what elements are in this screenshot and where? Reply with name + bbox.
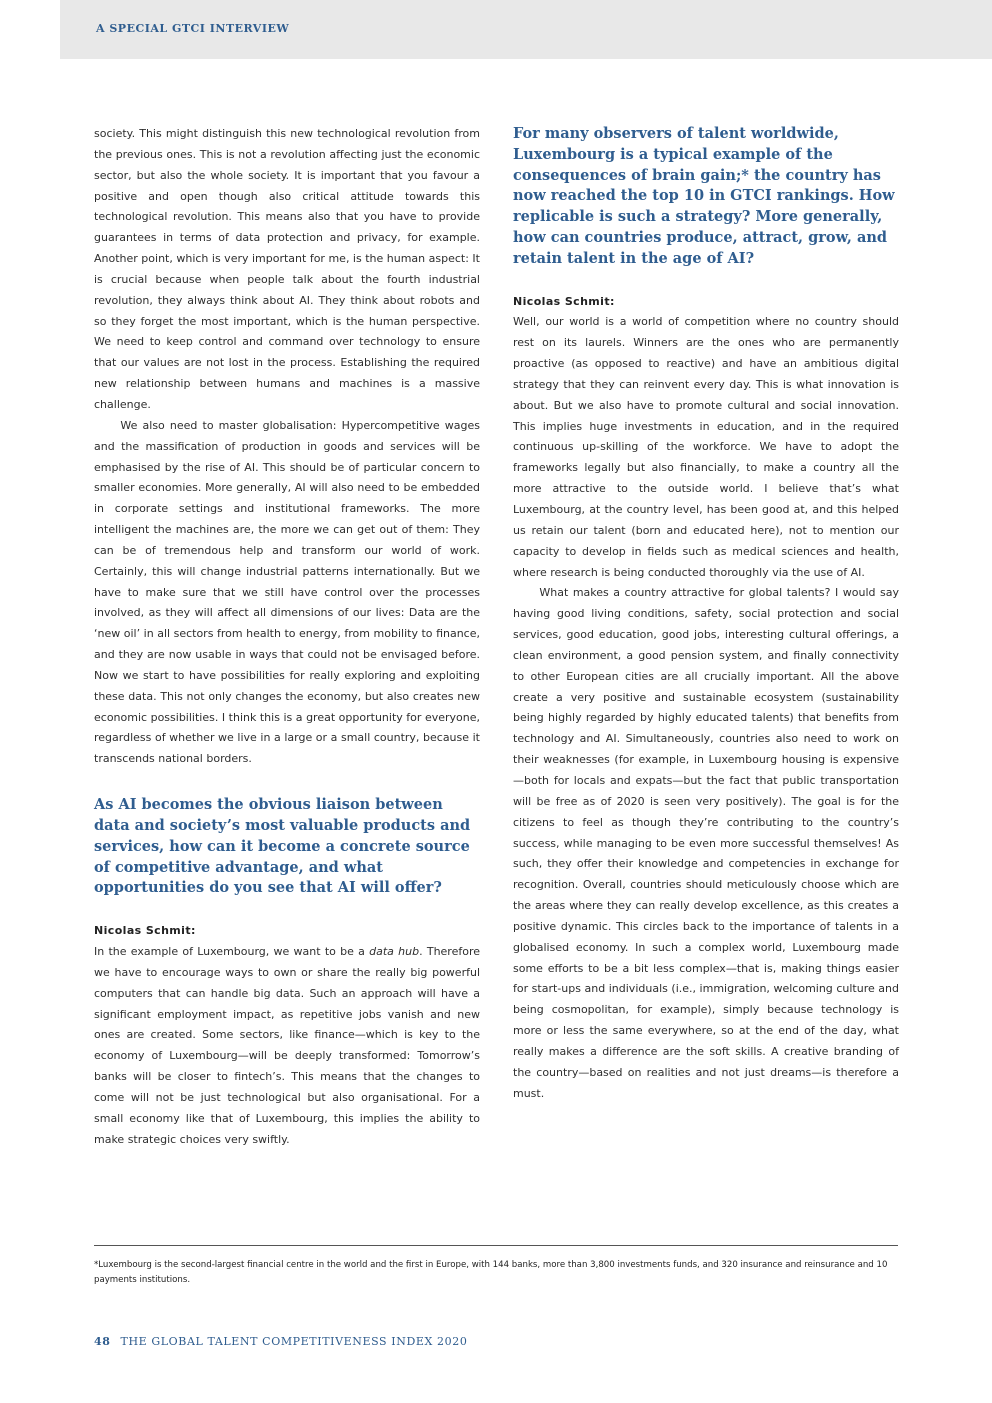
interview-question-1: As AI becomes the obvious liaison between data and society’s most valuable products and services, how can it become a concrete source of competitive advantage, and what opportunities do you see that AI will offer?	[94, 796, 471, 897]
right-paragraph-1: Well, our world is a world of competition where no country should rest on its laurels. Winners are the ones who are permanently proactive (as opposed to reactive) and have an ambitious digital strategy that they can reinvent every day. This is what innovation is about. But we also have to promote cultural and social innovation. This implies huge investments in education, and in the required continuous up-skilling of the workforce. We have to adopt the frameworks legally but also financially, to make a country all the more attractive to the outside world. I believe that’s what Luxembourg, at the country level, has been good at, and this helped us retain our talent (born and educated here), not to mention our capacity to develop in fields such as medical sciences and health, where research is being conducted thoroughly via the use of AI.	[513, 315, 899, 579]
left-paragraph-3	[94, 942, 480, 1150]
section-label: A SPECIAL GTCI INTERVIEW	[96, 22, 290, 35]
left-paragraph-1: society. This might distinguish this new technological revolution from the previous ones. This is not a revolution affecting just the economic sector, but also the whole society. It is important that you favour a positive and open though also critical attitude towards this technological revolution. This means also that you have to provide guarantees in terms of data protection and privacy, for example. Another point, which is very important for me, is the human aspect: It is crucial because when people talk about the fourth industrial revolution, they always think about AI. They think about robots and so they forget the most important, which is the human perspective. We need to keep control and command over technology to ensure that our values are not lost in the process. Establishing the required new relationship between humans and machines is a massive challenge.	[94, 127, 480, 411]
footnote-divider	[94, 1245, 898, 1246]
page-footer	[94, 1335, 467, 1348]
right-column	[513, 124, 899, 1104]
publication-title: THE GLOBAL TALENT COMPETITIVENESS INDEX 2020	[120, 1335, 468, 1348]
speaker-label: Nicolas Schmit:	[513, 294, 615, 308]
left-column	[94, 124, 480, 1150]
header-band	[60, 0, 992, 59]
page-number: 48	[94, 1335, 111, 1348]
speaker-label: Nicolas Schmit:	[94, 924, 196, 938]
answer-text-end: . Therefore we have to encourage ways to own or share the really big powerful computers that can handle big data. Such an approach will have a significant employment impact, as repetitive jobs vanish and new ones are created. Some sectors, like finance—which is key to the economy of Luxembourg—will be deeply transformed: Tomorrow’s banks will be closer to fintech’s. This means that the changes to come will not be just technological but also organisational. For a small economy like that of Luxembourg, this implies the ability to make strategic choices very swiftly.	[94, 944, 481, 1146]
footnote: *Luxembourg is the second-largest financial centre in the world and the first in Europe, with 144 banks, more than 3,800 investments funds, and 320 insurance and reinsurance and 10 payments institutions.	[94, 1260, 888, 1285]
interview-question-2: For many observers of talent worldwide, Luxembourg is a typical example of the consequences of brain gain;* the country has now reached the top 10 in GTCI rankings. How replicable is such a strategy? More generally, how can countries produce, attract, grow, and retain talent in the age of AI?	[513, 125, 895, 267]
left-paragraph-2: We also need to master globalisation: Hypercompetitive wages and the massification of production in goods and services will be emphasised by the rise of AI. This should be of particular concern to smaller economies. More generally, AI will also need to be embedded in corporate settings and institutional frameworks. The more intelligent the machines are, the more we can get out of them: They can be of tremendous help and transform our world of work. Certainly, this will change industrial patterns internationally. But we have to make sure that we still have control over the processes involved, as they will affect all dimensions of our lives: Data are the ‘new oil’ in all sectors from health to energy, from mobility to finance, and they are now usable in ways that could not be envisaged before. Now we start to have possibilities for really exploring and exploiting these data. This not only changes the economy, but also creates new economic possibilities. I think this is a great opportunity for everyone, regardless of whether we live in a large or a small country, because it transcends national borders.	[94, 418, 480, 766]
answer-italic-term: data hub	[369, 944, 420, 958]
answer-text-start: In the example of Luxembourg, we want to be a	[94, 944, 370, 958]
right-paragraph-2: What makes a country attractive for global talents? I would say having good living conditions, safety, social protection and social services, good education, good jobs, interesting cultural offerings, a clean environment, a good pension system, and finally connectivity to other European cities are all crucially important. All the above create a very positive and sustainable ecosystem (sustainability being highly regarded by highly educated talents) that benefits from technology and AI. Simultaneously, countries also need to work on their weaknesses (for example, in Luxembourg housing is expensive—both for locals and expats—but the fact that public transportation will be free as of 2020 is seen very positively). The goal is for the citizens to feel as though they’re contributing to the country’s success, while managing to be even more successful themselves! As such, they offer their knowledge and competencies in exchange for recognition. Overall, countries should meticulously choose which are the areas where they can really develop excellence, as this creates a positive dynamic. This circles back to the importance of talents in a globalised economy. In such a complex world, Luxembourg made some efforts to be a bit less complex—that is, making things easier for start-ups and individuals (i.e., immigration, welcoming culture and being cosmopolitan, for example), simply because technology is more or less the same everywhere, so at the end of the day, what really makes a difference are the soft skills. A creative branding of the country—based on realities and not just dreams—is therefore a must.	[513, 586, 899, 1100]
